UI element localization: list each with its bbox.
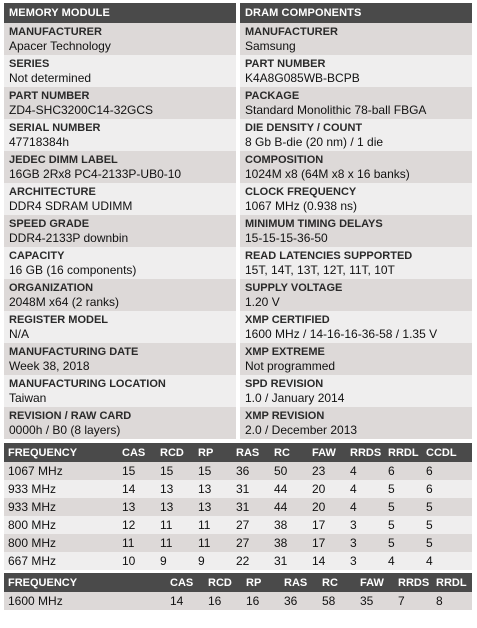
table-cell: 800 MHz xyxy=(4,516,118,534)
field-minimum-timing-delays xyxy=(240,215,472,247)
table-cell: 31 xyxy=(232,480,270,498)
field-architecture xyxy=(4,183,236,215)
field-label: CLOCK FREQUENCY xyxy=(245,186,357,198)
field-value: K4A8G085WB-BCPB xyxy=(245,71,360,85)
column-header: RRDL xyxy=(384,443,422,462)
column-header: FREQUENCY xyxy=(4,443,118,462)
table-cell: 5 xyxy=(384,498,422,516)
dram-components-column xyxy=(240,3,472,439)
column-header: FAW xyxy=(356,573,394,592)
field-label: COMPOSITION xyxy=(245,154,324,166)
table-cell: 13 xyxy=(194,498,232,516)
field-register-model xyxy=(4,311,236,343)
table-header-row xyxy=(4,573,472,592)
table-cell: 31 xyxy=(270,552,308,570)
field-clock-frequency xyxy=(240,183,472,215)
table-cell: 13 xyxy=(118,498,156,516)
table-cell: 44 xyxy=(270,498,308,516)
spd-info-panel xyxy=(4,3,472,610)
column-header: CAS xyxy=(166,573,204,592)
table-cell: 20 xyxy=(308,498,346,516)
table-cell: 3 xyxy=(346,516,384,534)
table-cell: 6 xyxy=(422,462,472,480)
field-series xyxy=(4,55,236,87)
field-label: REGISTER MODEL xyxy=(9,314,109,326)
table-cell: 4 xyxy=(422,552,472,570)
table-cell: 27 xyxy=(232,534,270,552)
field-value: 15T, 14T, 13T, 12T, 11T, 10T xyxy=(245,263,395,277)
field-package xyxy=(240,87,472,119)
field-value: 1.0 / January 2014 xyxy=(245,391,345,405)
field-value: 15-15-15-36-50 xyxy=(245,231,328,245)
table-cell: 933 MHz xyxy=(4,498,118,516)
field-value: Not programmed xyxy=(245,359,336,373)
table-cell: 9 xyxy=(156,552,194,570)
table-cell: 6 xyxy=(422,480,472,498)
field-label: SERIAL NUMBER xyxy=(9,122,101,134)
column-header: CCDL xyxy=(422,443,472,462)
table-row xyxy=(4,462,472,480)
table-cell: 5 xyxy=(422,534,472,552)
table-cell: 13 xyxy=(156,498,194,516)
field-serial-number xyxy=(4,119,236,151)
column-header: RCD xyxy=(204,573,242,592)
table-cell: 5 xyxy=(384,516,422,534)
table-row xyxy=(4,480,472,498)
field-value: DDR4 SDRAM UDIMM xyxy=(9,199,133,213)
table-cell: 17 xyxy=(308,516,346,534)
table-cell: 14 xyxy=(308,552,346,570)
column-header: RRDS xyxy=(394,573,432,592)
field-manufacturing-location xyxy=(4,375,236,407)
table-cell: 58 xyxy=(318,592,356,610)
field-value: Taiwan xyxy=(9,391,47,405)
field-xmp-certified xyxy=(240,311,472,343)
table-cell: 11 xyxy=(118,534,156,552)
column-header: RP xyxy=(242,573,280,592)
field-value: Samsung xyxy=(245,39,296,53)
memory-module-header: MEMORY MODULE xyxy=(4,3,236,23)
field-value: 1.20 V xyxy=(245,295,280,309)
xmp-timings-table xyxy=(4,573,472,610)
memory-module-column xyxy=(4,3,236,439)
field-label: READ LATENCIES SUPPORTED xyxy=(245,250,413,262)
field-value: Standard Monolithic 78-ball FBGA xyxy=(245,103,427,117)
table-cell: 800 MHz xyxy=(4,534,118,552)
column-header: RRDS xyxy=(346,443,384,462)
field-label: XMP CERTIFIED xyxy=(245,314,330,326)
field-supply-voltage xyxy=(240,279,472,311)
field-value: 1067 MHz (0.938 ns) xyxy=(245,199,358,213)
table-cell: 4 xyxy=(384,552,422,570)
column-header: RAS xyxy=(280,573,318,592)
field-label: MANUFACTURER xyxy=(245,26,338,38)
table-row xyxy=(4,498,472,516)
field-value: Not determined xyxy=(9,71,92,85)
table-cell: 5 xyxy=(384,480,422,498)
field-die-density xyxy=(240,119,472,151)
table-cell: 11 xyxy=(194,534,232,552)
field-value: ZD4-SHC3200C14-32GCS xyxy=(9,103,154,117)
field-value: 1024M x8 (64M x8 x 16 banks) xyxy=(245,167,410,181)
field-label: REVISION / RAW CARD xyxy=(9,410,132,422)
field-organization xyxy=(4,279,236,311)
field-speed-grade xyxy=(4,215,236,247)
field-composition xyxy=(240,151,472,183)
field-label: SUPPLY VOLTAGE xyxy=(245,282,343,294)
dram-components-header: DRAM COMPONENTS xyxy=(240,3,472,23)
column-header: FAW xyxy=(308,443,346,462)
field-label: XMP EXTREME xyxy=(245,346,325,358)
table-cell: 36 xyxy=(232,462,270,480)
field-manufacturing-date xyxy=(4,343,236,375)
table-cell: 22 xyxy=(232,552,270,570)
table-cell: 38 xyxy=(270,534,308,552)
column-header: CAS xyxy=(118,443,156,462)
field-manufacturer xyxy=(4,23,236,55)
table-cell: 11 xyxy=(194,516,232,534)
table-cell: 933 MHz xyxy=(4,480,118,498)
table-cell: 17 xyxy=(308,534,346,552)
table-cell: 9 xyxy=(194,552,232,570)
field-label: JEDEC DIMM LABEL xyxy=(9,154,118,166)
field-value: N/A xyxy=(9,327,30,341)
table-row xyxy=(4,552,472,570)
field-value: Week 38, 2018 xyxy=(9,359,90,373)
field-part-number xyxy=(4,87,236,119)
table-cell: 1067 MHz xyxy=(4,462,118,480)
column-header: RRDL xyxy=(432,573,472,592)
table-cell: 38 xyxy=(270,516,308,534)
table-cell: 7 xyxy=(394,592,432,610)
table-cell: 3 xyxy=(346,552,384,570)
table-cell: 6 xyxy=(384,462,422,480)
table-cell: 31 xyxy=(232,498,270,516)
column-header: FREQUENCY xyxy=(4,573,166,592)
field-xmp-extreme xyxy=(240,343,472,375)
field-read-latencies xyxy=(240,247,472,279)
table-cell: 3 xyxy=(346,534,384,552)
column-header: RC xyxy=(318,573,356,592)
table-cell: 1600 MHz xyxy=(4,592,166,610)
table-cell: 11 xyxy=(156,516,194,534)
field-dram-part-number xyxy=(240,55,472,87)
field-label: MANUFACTURER xyxy=(9,26,102,38)
column-header: RP xyxy=(194,443,232,462)
table-row xyxy=(4,534,472,552)
field-label: MANUFACTURING DATE xyxy=(9,346,139,358)
table-row xyxy=(4,592,472,610)
column-header: RCD xyxy=(156,443,194,462)
field-label: CAPACITY xyxy=(9,250,65,262)
field-label: XMP REVISION xyxy=(245,410,325,422)
table-cell: 27 xyxy=(232,516,270,534)
table-cell: 11 xyxy=(156,534,194,552)
table-cell: 44 xyxy=(270,480,308,498)
field-label: MINIMUM TIMING DELAYS xyxy=(245,218,383,230)
table-cell: 35 xyxy=(356,592,394,610)
table-cell: 23 xyxy=(308,462,346,480)
field-value: 16GB 2Rx8 PC4-2133P-UB0-10 xyxy=(9,167,182,181)
field-label: ARCHITECTURE xyxy=(9,186,96,198)
field-value: Apacer Technology xyxy=(9,39,111,53)
field-spd-revision xyxy=(240,375,472,407)
field-label: PART NUMBER xyxy=(9,90,90,102)
table-cell: 15 xyxy=(118,462,156,480)
field-value: 2048M x64 (2 ranks) xyxy=(9,295,120,309)
table-cell: 50 xyxy=(270,462,308,480)
jedec-timings-table xyxy=(4,443,472,570)
field-label: PART NUMBER xyxy=(245,58,326,70)
table-cell: 15 xyxy=(156,462,194,480)
table-cell: 4 xyxy=(346,462,384,480)
table-cell: 5 xyxy=(384,534,422,552)
field-value: 2.0 / December 2013 xyxy=(245,423,358,437)
field-value: 8 Gb B-die (20 nm) / 1 die xyxy=(245,135,384,149)
table-cell: 4 xyxy=(346,480,384,498)
table-header-row xyxy=(4,443,472,462)
table-cell: 14 xyxy=(166,592,204,610)
table-row xyxy=(4,516,472,534)
field-value: 0000h / B0 (8 layers) xyxy=(9,423,121,437)
field-label: SPD REVISION xyxy=(245,378,324,390)
module-info-grid xyxy=(4,3,472,439)
table-cell: 14 xyxy=(118,480,156,498)
table-cell: 667 MHz xyxy=(4,552,118,570)
field-capacity xyxy=(4,247,236,279)
field-label: PACKAGE xyxy=(245,90,300,102)
field-value: DDR4-2133P downbin xyxy=(9,231,129,245)
table-cell: 5 xyxy=(422,498,472,516)
field-xmp-revision xyxy=(240,407,472,439)
table-cell: 8 xyxy=(432,592,472,610)
table-cell: 4 xyxy=(346,498,384,516)
column-header: RAS xyxy=(232,443,270,462)
field-jedec-dimm-label xyxy=(4,151,236,183)
field-label: DIE DENSITY / COUNT xyxy=(245,122,363,134)
field-value: 47718384h xyxy=(9,135,70,149)
table-cell: 15 xyxy=(194,462,232,480)
table-cell: 20 xyxy=(308,480,346,498)
field-revision-raw-card xyxy=(4,407,236,439)
field-label: MANUFACTURING LOCATION xyxy=(9,378,166,390)
field-label: ORGANIZATION xyxy=(9,282,94,294)
table-cell: 13 xyxy=(194,480,232,498)
field-label: SPEED GRADE xyxy=(9,218,90,230)
field-value: 16 GB (16 components) xyxy=(9,263,137,277)
field-value: 1600 MHz / 14-16-16-36-58 / 1.35 V xyxy=(245,327,438,341)
table-cell: 10 xyxy=(118,552,156,570)
table-cell: 16 xyxy=(242,592,280,610)
table-cell: 13 xyxy=(156,480,194,498)
table-cell: 36 xyxy=(280,592,318,610)
field-dram-manufacturer xyxy=(240,23,472,55)
column-header: RC xyxy=(270,443,308,462)
table-cell: 16 xyxy=(204,592,242,610)
table-cell: 12 xyxy=(118,516,156,534)
table-cell: 5 xyxy=(422,516,472,534)
field-label: SERIES xyxy=(9,58,50,70)
